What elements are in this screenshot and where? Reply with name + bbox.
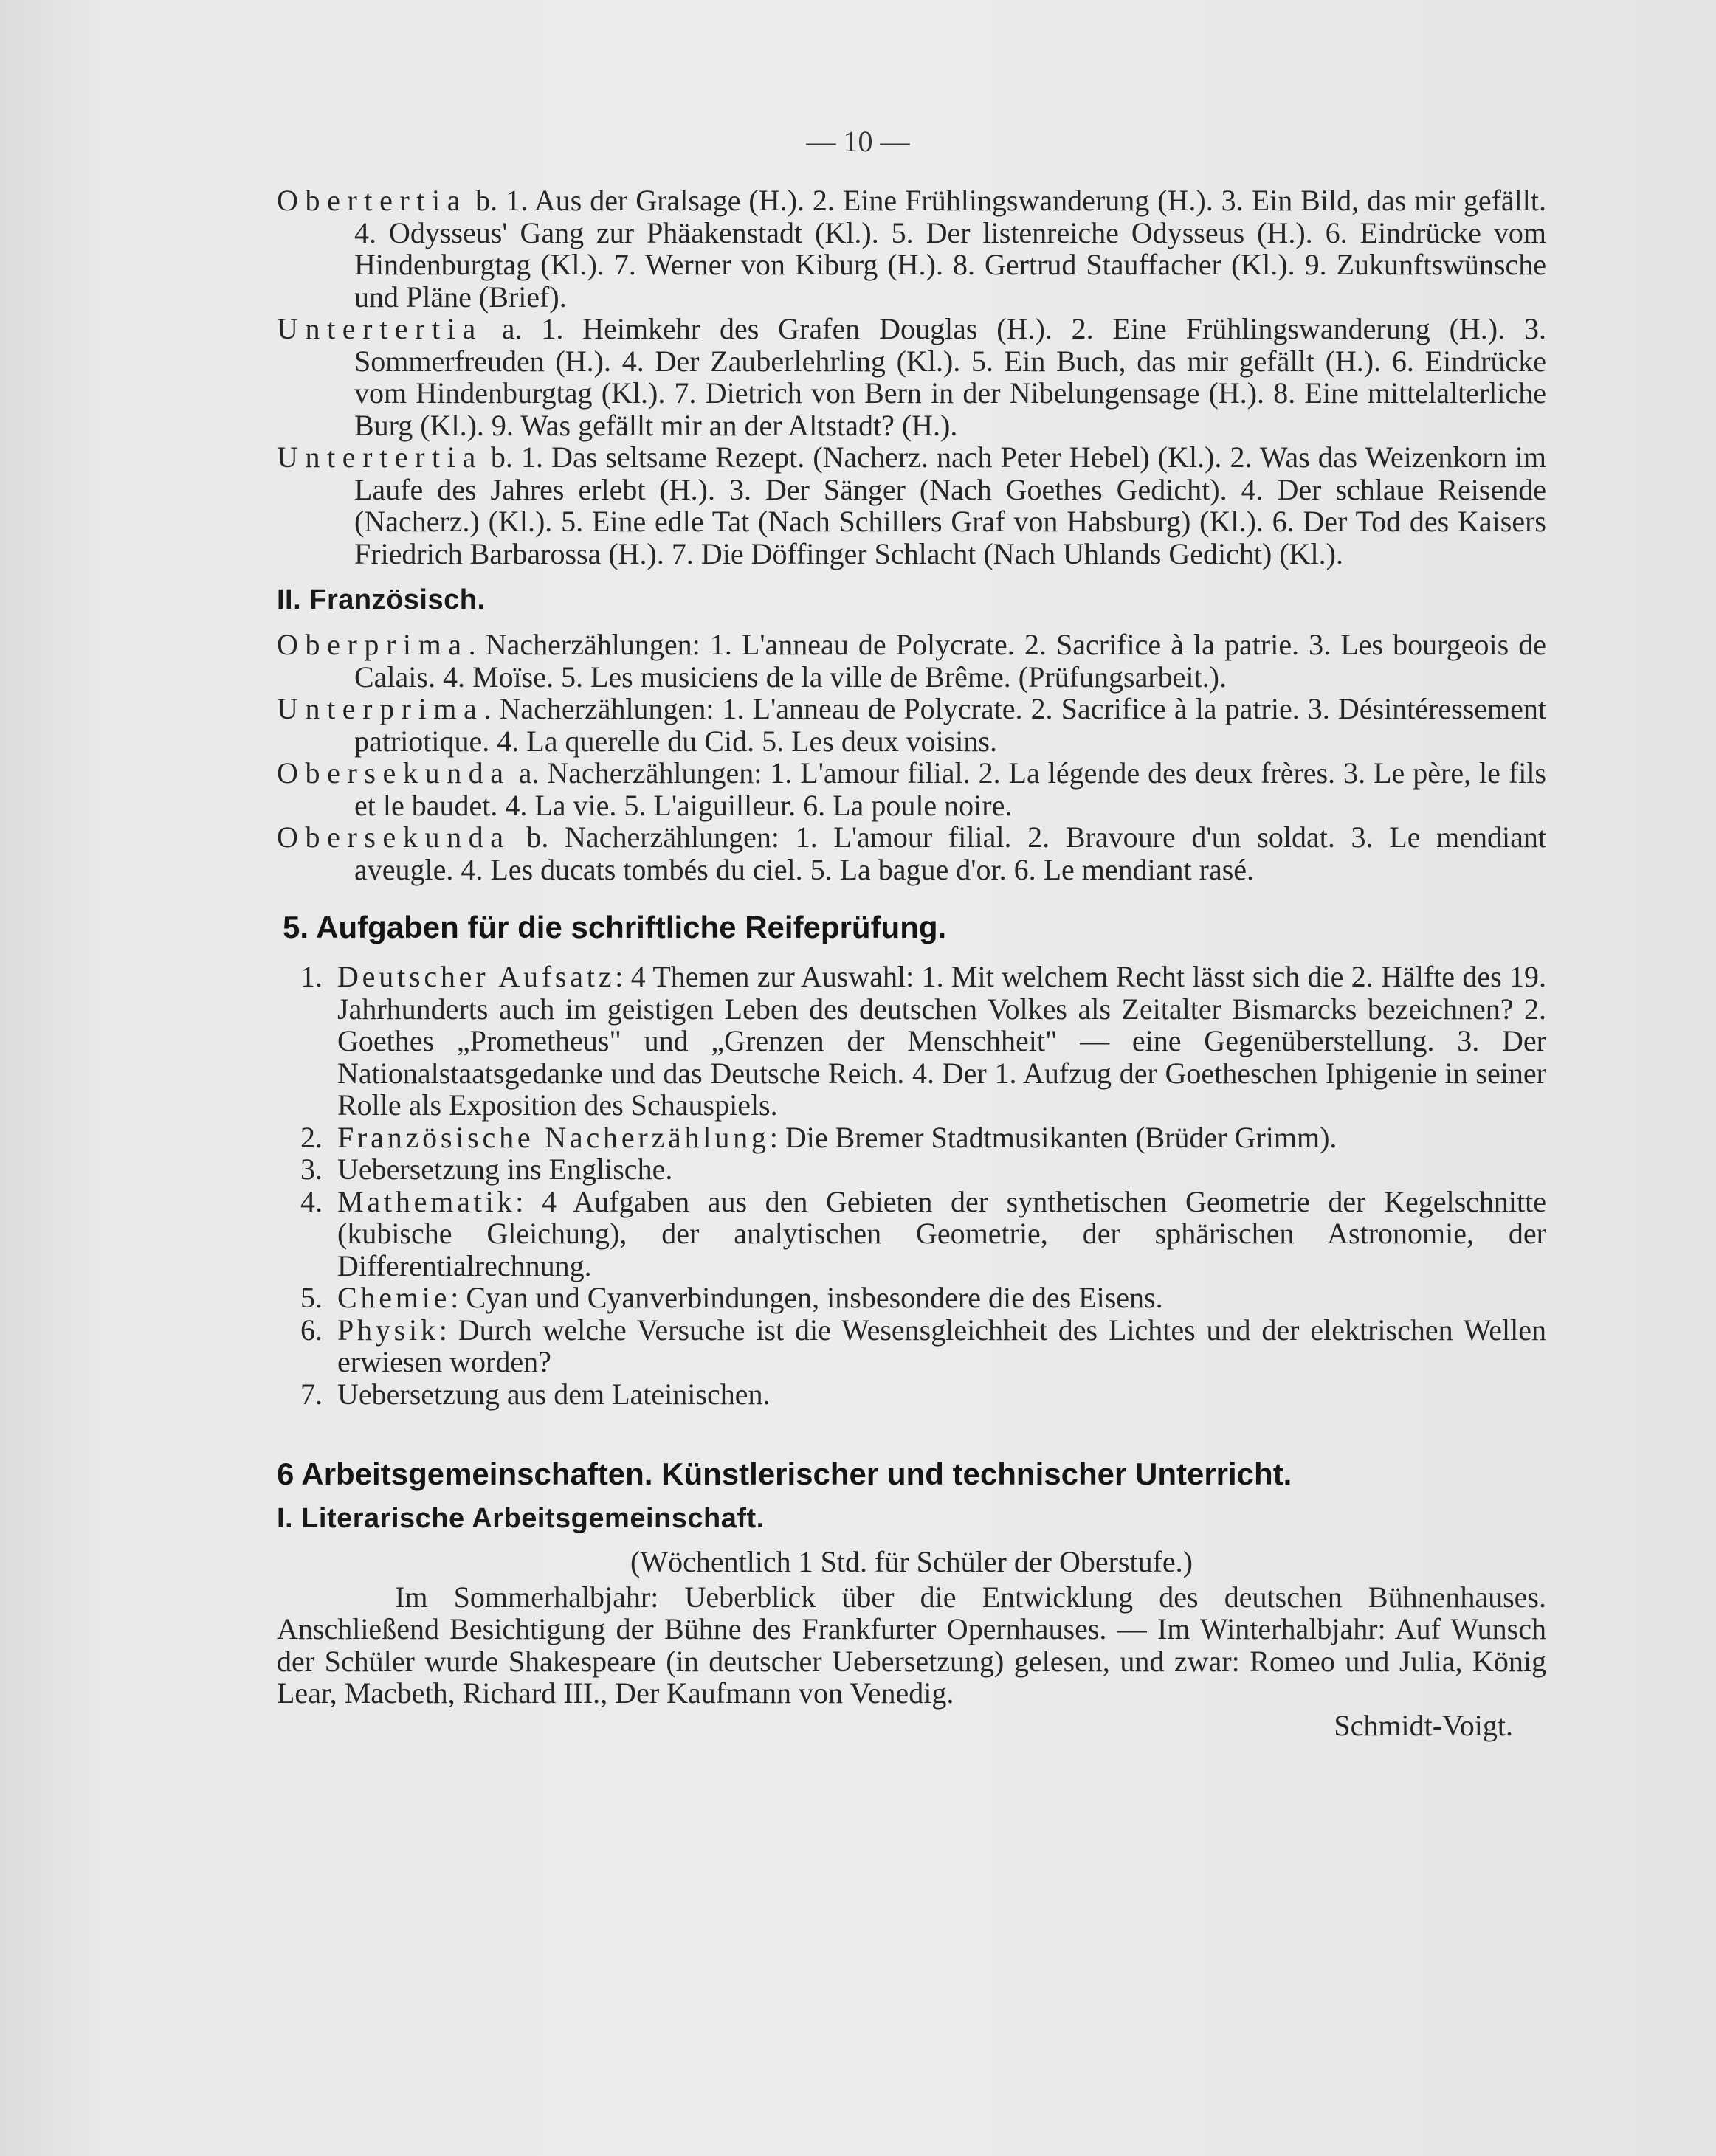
list-item <box>300 1378 1546 1411</box>
schedule-note: (Wöchentlich 1 Std. für Schüler der Oberstufe.) <box>630 1545 1193 1578</box>
essay-entry: Obersekunda a. Nacherzählungen: 1. L'amour filial. 2. La légende des deux frères. 3. Le père, le fils et le baudet. 4. La vie. 5. L'aiguilleur. 6. La poule noire. <box>277 756 1546 822</box>
item-number: 6. <box>300 1313 323 1347</box>
class-name: Obertertia <box>277 184 468 217</box>
literary-heading: I. Literarische Arbeitsgemeinschaft. <box>277 1503 765 1534</box>
german-essay-list <box>277 184 1546 570</box>
page-body <box>277 184 1546 1741</box>
subject-label: Physik <box>337 1313 439 1347</box>
class-name: Obersekunda <box>277 820 511 854</box>
section-number: 6 <box>277 1457 294 1491</box>
item-number: 5. <box>300 1281 323 1314</box>
essay-entry: Obertertia b. 1. Aus der Gralsage (H.). 2. Eine Frühlingswanderung (H.). 3. Ein Bild, das mir gefällt. 4. Odysseus' Gang zur Phäakenstadt (Kl.). 5. Der listenreiche Odysseus (H.). 6. Eindrücke vom Hindenburgtag (Kl.). 7. Werner von Kiburg (H.). 8. Gertrud Stauffacher (Kl.). 9. Zukunftswünsche und Pläne (Brief). <box>277 184 1546 314</box>
page-number: — 10 — <box>806 125 910 158</box>
item-text: : 4 Themen zur Auswahl: 1. Mit welchem Recht lässt sich die 2. Hälfte des 19. Jahrhunderts auch im geistigen Leben des deutschen Volkes als Zeitalter Bismarcks bezeichnen? 2. Goethes „Prometheus" und „Grenzen der Menschheit" — eine Gegenüberstellung. 3. Der Nationalstaatsgedanke und das Deutsche Reich. 4. Der 1. Aufzug der Goetheschen Iphigenie in seiner Rolle als Exposition des Schauspiels. <box>337 960 1547 1122</box>
list-item <box>300 1153 1546 1186</box>
item-text: Uebersetzung ins Englische. <box>337 1153 673 1186</box>
subject-label: Französische Nacherzählung <box>337 1120 770 1154</box>
essay-topics: Nacherzählungen: 1. L'anneau de Polycrate. 2. Sacrifice à la patrie. 3. Les bourgeois de Calais. 4. Moïse. 5. Les musiciens de la ville de Brême. (Prüfungsarbeit.). <box>354 628 1546 694</box>
essay-topics: Nacherzählungen: 1. L'anneau de Polycrate. 2. Sacrifice à la patrie. 3. Désintéressement patriotique. 4. La querelle du Cid. 5. Les deux voisins. <box>354 692 1547 758</box>
essay-entry: Oberprima. Nacherzählungen: 1. L'anneau de Polycrate. 2. Sacrifice à la patrie. 3. Les bourgeois de Calais. 4. Moïse. 5. Les musiciens de la ville de Brême. (Prüfungsarbeit.). <box>277 628 1546 694</box>
subject-label: Deutscher Aufsatz <box>337 960 616 993</box>
class-name: Obersekunda <box>277 756 511 790</box>
list-item <box>300 961 1546 1122</box>
class-name: Untertertia <box>277 440 483 474</box>
essay-entry: Unterprima. Nacherzählungen: 1. L'anneau de Polycrate. 2. Sacrifice à la patrie. 3. Désintéressement patriotique. 4. La querelle du Cid. 5. Les deux voisins. <box>277 692 1547 758</box>
class-name: Oberprima <box>277 628 469 661</box>
subject-label: Mathematik <box>337 1184 516 1218</box>
essay-topics: Nacherzählungen: 1. L'amour filial. 2. Bravoure d'un soldat. 3. Le mendiant aveugle. 4. Les ducats tombés du ciel. 5. La bague d'or. 6. Le mendiant rasé. <box>354 820 1546 886</box>
exam-task-list <box>277 961 1546 1410</box>
french-heading: II. Französisch. <box>277 584 486 615</box>
essay-topics: Nacherzählungen: 1. L'amour filial. 2. La légende des deux frères. 3. Le père, le fils et le baudet. 4. La vie. 5. L'aiguilleur. 6. La poule noire. <box>354 756 1546 822</box>
item-number: 4. <box>300 1184 323 1218</box>
item-number: 1. <box>300 960 323 993</box>
body-paragraph: Im Sommerhalbjahr: Ueberblick über die Entwicklung des deutschen Bühnenhauses. Anschließend Besichtigung der Bühne des Frankfurter Opernhauses. — Im Winterhalbjahr: Auf Wunsch der Schüler wurde Shakespeare (in deutscher Uebersetzung) gelesen, und zwar: Romeo und Julia, König Lear, Macbeth, Richard III., Der Kaufmann von Venedig. <box>277 1580 1546 1710</box>
essay-entry: Untertertia a. 1. Heimkehr des Grafen Douglas (H.). 2. Eine Frühlingswanderung (H.). 3. Sommerfreuden (H.). 4. Der Zauberlehrling (Kl.). 5. Ein Buch, das mir gefällt (H.). 6. Eindrücke vom Hindenburgtag (Kl.). 7. Dietrich von Bern in der Nibelungensage (H.). 8. Eine mittelalterliche Burg (Kl.). 9. Was gefällt mir an der Altstadt? (H.). <box>277 312 1546 442</box>
subject-label: Chemie <box>337 1281 451 1314</box>
signature: Schmidt-Voigt. <box>1334 1708 1513 1742</box>
section-6-heading <box>277 1456 1546 1493</box>
essay-topics: 1. Aus der Gralsage (H.). 2. Eine Frühlingswanderung (H.). 3. Ein Bild, das mir gefällt. 4. Odysseus' Gang zur Phäakenstadt (Kl.). 5. Der listenreiche Odysseus (H.). 6. Eindrücke vom Hindenburgtag (Kl.). 7. Werner von Kiburg (H.). 8. Gertrud Stauffacher (Kl.). 9. Zukunftswünsche und Pläne (Brief). <box>354 184 1546 314</box>
class-name: Unterprima <box>277 692 484 725</box>
list-item <box>300 1314 1546 1378</box>
list-item <box>300 1122 1546 1154</box>
item-text: : Cyan und Cyanverbindungen, insbesondere die des Eisens. <box>450 1281 1163 1314</box>
essay-topics: 1. Das seltsame Rezept. (Nacherz. nach Peter Hebel) (Kl.). 2. Was das Weizenkorn im Laufe des Jahres erlebt (H.). 3. Der Sänger (Nach Goethes Gedicht). 4. Der schlaue Reisende (Nacherz.) (Kl.). 5. Eine edle Tat (Nach Schillers Graf von Habsburg) (Kl.). 6. Der Tod des Kaisers Friedrich Barbarossa (H.). 7. Die Döffinger Schlacht (Nach Uhlands Gedicht) (Kl.). <box>354 440 1547 570</box>
list-item <box>300 1282 1546 1314</box>
french-essay-list <box>277 629 1546 885</box>
class-name: Untertertia <box>277 312 483 345</box>
item-number: 3. <box>300 1153 323 1186</box>
section-5-heading: 5. Aufgaben für die schriftliche Reifeprüfung. <box>283 910 947 944</box>
item-text: : Die Bremer Stadtmusikanten (Brüder Grimm). <box>769 1120 1337 1154</box>
item-text: : Durch welche Versuche ist die Wesensgleichheit des Lichtes und der elektrischen Wellen erwiesen worden? <box>337 1313 1546 1378</box>
item-text: Uebersetzung aus dem Lateinischen. <box>337 1377 771 1411</box>
essay-entry: Obersekunda b. Nacherzählungen: 1. L'amour filial. 2. Bravoure d'un soldat. 3. Le mendiant aveugle. 4. Les ducats tombés du ciel. 5. La bague d'or. 6. Le mendiant rasé. <box>277 820 1546 886</box>
item-text: : 4 Aufgaben aus den Gebieten der synthetischen Geometrie der Kegelschnitte (kubische Gleichung), der analytischen Geometrie, der sphärischen Astronomie, der Differentialrechnung. <box>337 1184 1546 1282</box>
item-number: 7. <box>300 1377 323 1411</box>
item-number: 2. <box>300 1120 323 1154</box>
section-title: Arbeitsgemeinschaften. Künstlerischer und technischer Unterricht. <box>301 1457 1292 1491</box>
essay-topics: 1. Heimkehr des Grafen Douglas (H.). 2. Eine Frühlingswanderung (H.). 3. Sommerfreuden (H.). 4. Der Zauberlehrling (Kl.). 5. Ein Buch, das mir gefällt (H.). 6. Eindrücke vom Hindenburgtag (Kl.). 7. Dietrich von Bern in der Nibelungensage (H.). 8. Eine mittelalterliche Burg (Kl.). 9. Was gefällt mir an der Altstadt? (H.). <box>354 312 1546 442</box>
essay-entry: Untertertia b. 1. Das seltsame Rezept. (Nacherz. nach Peter Hebel) (Kl.). 2. Was das Weizenkorn im Laufe des Jahres erlebt (H.). 3. Der Sänger (Nach Goethes Gedicht). 4. Der schlaue Reisende (Nacherz.) (Kl.). 5. Eine edle Tat (Nach Schillers Graf von Habsburg) (Kl.). 6. Der Tod des Kaisers Friedrich Barbarossa (H.). 7. Die Döffinger Schlacht (Nach Uhlands Gedicht) (Kl.). <box>277 440 1547 570</box>
list-item <box>300 1186 1546 1282</box>
